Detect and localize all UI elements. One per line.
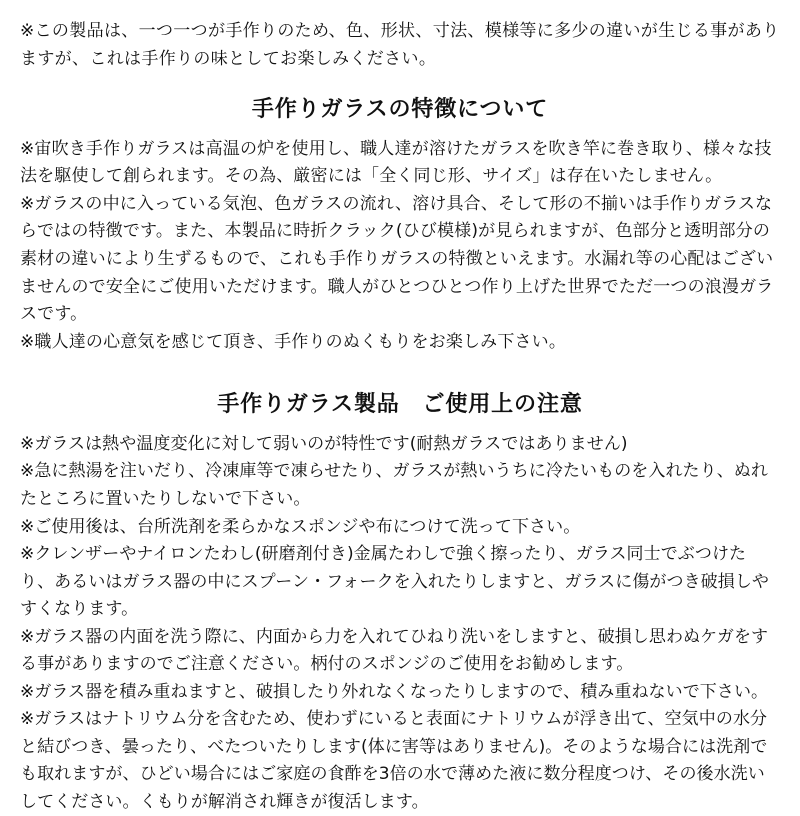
section-heading-cautions: 手作りガラス製品 ご使用上の注意 [217,392,583,418]
caution-paragraph-1: ※ガラスは熱や温度変化に対して弱いのが特性です(耐熱ガラスではありません) [20,433,628,454]
caution-paragraph-2: ※急に熱湯を注いだり、冷凍庫等で凍らせたり、ガラスが熱いうちに冷たいものを入れたり、ぬれたところに置いたりしないで下さい。 [20,461,768,509]
features-paragraph-3: ※職人達の心意気を感じて頂き、手作りのぬくもりをお楽しみ下さい。 [20,331,567,352]
intro-paragraph: ※この製品は、一つ一つが手作りのため、色、形状、寸法、模様等に多少の違いが生じる事がありますが、これは手作りの味としてお楽しみください。 [20,21,780,69]
section-heading-features: 手作りガラスの特徴について [251,97,549,123]
section-body-cautions [20,431,780,816]
caution-paragraph-3: ※ご使用後は、台所洗剤を柔らかなスポンジや布につけて洗って下さい。 [20,516,581,537]
features-paragraph-2: ※ガラスの中に入っている気泡、色ガラスの流れ、溶け具合、そして形の不揃いは手作りガラスならではの特徴です。また、本製品に時折クラック(ひび模様)が見られますが、色部分と透明部分の素材の違いにより生ずるもので、これも手作りガラスの特徴といえます。水漏れ等の心配はございませんので安全にご使用いただけます。職人がひとつひとつ作り上げた世界でただ一つの浪漫ガラスです。 [20,193,774,325]
caution-paragraph-5: ※ガラス器の内面を洗う際に、内面から力を入れてひねり洗いをしますと、破損し思わぬケガをする事がありますのでご注意ください。柄付のスポンジのご使用をお勧めします。 [20,626,769,675]
section-body-features [20,136,780,356]
caution-paragraph-4: ※クレンザーやナイロンたわし(研磨剤付き)金属たわしで強く擦ったり、ガラス同士でぶつけたり、あるいはガラス器の中にスプーン・フォークを入れたりしますと、ガラスに傷がつき破損しやすくなります。 [20,544,770,620]
caution-paragraph-7: ※ガラスはナトリウム分を含むため、使わずにいると表面にナトリウムが浮き出て、空気中の水分と結びつき、曇ったり、べたついたりします(体に害等はありません)。そのような場合には洗剤でも取れますが、ひどい場合にはご家庭の食酢を3倍の水で薄めた液に数分程度つけ、その後水洗いしてください。くもりが解消され輝きが復活します。 [20,709,768,812]
caution-paragraph-6: ※ガラス器を積み重ねますと、破損したり外れなくなったりしますので、積み重ねないで下さい。 [20,681,769,702]
features-paragraph-1: ※宙吹き手作りガラスは高温の炉を使用し、職人達が溶けたガラスを吹き竿に巻き取り、様々な技法を駆使して創られます。その為、厳密には「全く同じ形、サイズ」は存在いたしません。 [20,138,772,187]
